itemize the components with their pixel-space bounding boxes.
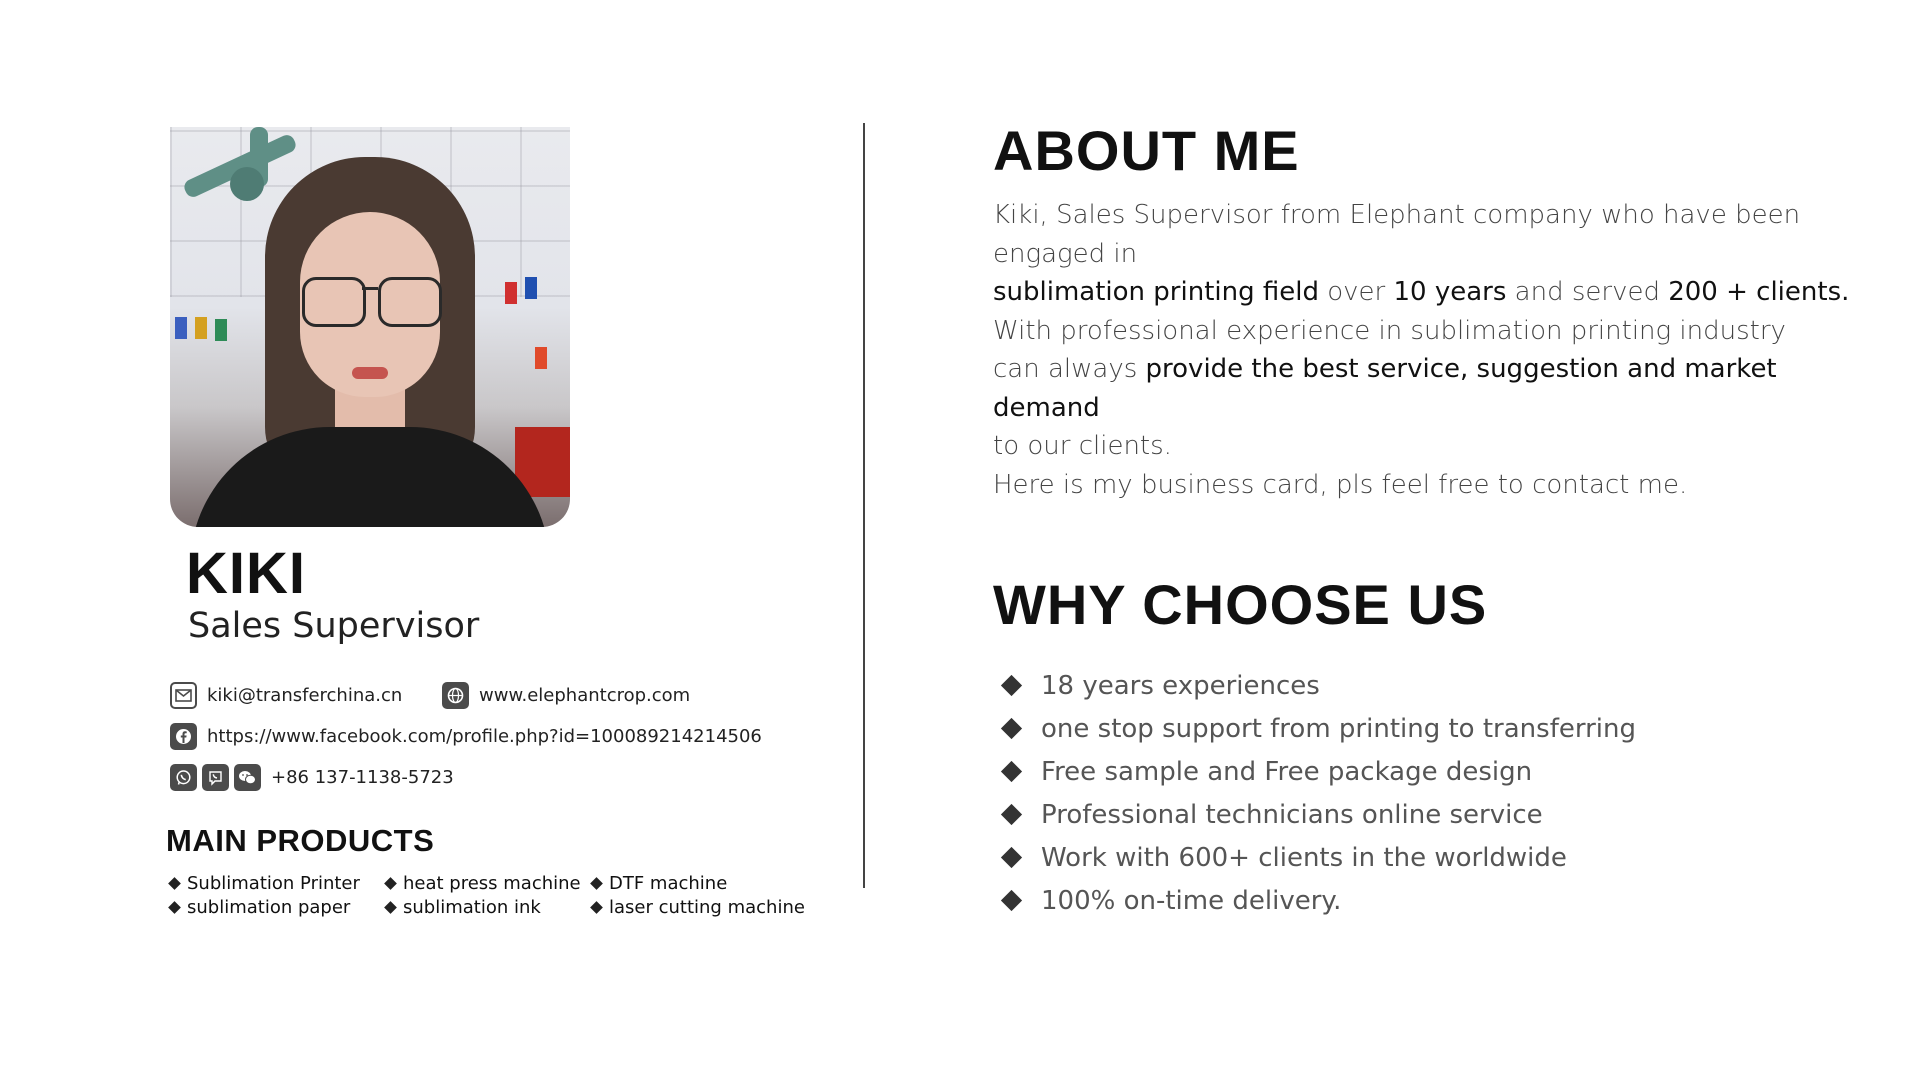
- diamond-bullet-icon: [1001, 804, 1022, 825]
- contact-facebook[interactable]: [170, 723, 762, 750]
- why-title: WHY CHOOSE US: [993, 573, 1488, 636]
- why-item: Work with 600+ clients in the worldwide: [1000, 836, 1636, 879]
- diamond-bullet-icon: [1001, 847, 1022, 868]
- why-item: one stop support from printing to transferring: [1000, 707, 1636, 750]
- about-line: to our clients.: [993, 431, 1172, 461]
- facebook-icon: [170, 723, 197, 750]
- person-role: Sales Supervisor: [188, 606, 480, 646]
- email-text[interactable]: kiki@transferchina.cn: [207, 685, 403, 706]
- whatsapp-icon: [170, 764, 197, 791]
- phone-text[interactable]: +86 137-1138-5723: [271, 767, 454, 788]
- product-item: DTF machine: [592, 873, 727, 894]
- globe-icon: [442, 682, 469, 709]
- product-item: sublimation paper: [170, 897, 350, 918]
- mail-icon: [170, 682, 197, 709]
- vertical-divider: [863, 123, 865, 888]
- about-line: sublimation printing field over 10 years and served 200 + clients.: [993, 277, 1850, 307]
- about-line: Kiki, Sales Supervisor from Elephant company who have been engaged in: [993, 200, 1801, 269]
- about-line: can always provide the best service, suggestion and market demand: [993, 354, 1777, 423]
- diamond-bullet-icon: [384, 877, 397, 890]
- facebook-text[interactable]: https://www.facebook.com/profile.php?id=100089214214506: [207, 726, 762, 747]
- contact-email[interactable]: [170, 682, 402, 709]
- product-item: laser cutting machine: [592, 897, 805, 918]
- person-name: KIKI: [186, 541, 306, 606]
- contact-phone[interactable]: [170, 764, 454, 791]
- product-item: heat press machine: [386, 873, 581, 894]
- diamond-bullet-icon: [168, 901, 181, 914]
- diamond-bullet-icon: [384, 901, 397, 914]
- why-item: Free sample and Free package design: [1000, 750, 1636, 793]
- why-item: Professional technicians online service: [1000, 793, 1636, 836]
- about-title: ABOUT ME: [993, 119, 1300, 182]
- diamond-bullet-icon: [1001, 675, 1022, 696]
- viber-icon: [202, 764, 229, 791]
- profile-photo: [170, 127, 570, 527]
- why-item: 18 years experiences: [1000, 664, 1636, 707]
- website-text[interactable]: www.elephantcrop.com: [479, 685, 691, 706]
- product-item: Sublimation Printer: [170, 873, 360, 894]
- main-products-title: MAIN PRODUCTS: [166, 823, 435, 858]
- diamond-bullet-icon: [590, 877, 603, 890]
- diamond-bullet-icon: [1001, 890, 1022, 911]
- diamond-bullet-icon: [1001, 718, 1022, 739]
- contact-website[interactable]: [442, 682, 690, 709]
- product-item: sublimation ink: [386, 897, 541, 918]
- about-line: With professional experience in sublimation printing industry: [993, 315, 1786, 346]
- why-list: [1000, 664, 1636, 922]
- diamond-bullet-icon: [1001, 761, 1022, 782]
- diamond-bullet-icon: [168, 877, 181, 890]
- diamond-bullet-icon: [590, 901, 603, 914]
- wechat-icon: [234, 764, 261, 791]
- why-item: 100% on-time delivery.: [1000, 879, 1636, 922]
- about-line: Here is my business card, pls feel free to contact me.: [993, 469, 1688, 500]
- about-text: [993, 196, 1853, 504]
